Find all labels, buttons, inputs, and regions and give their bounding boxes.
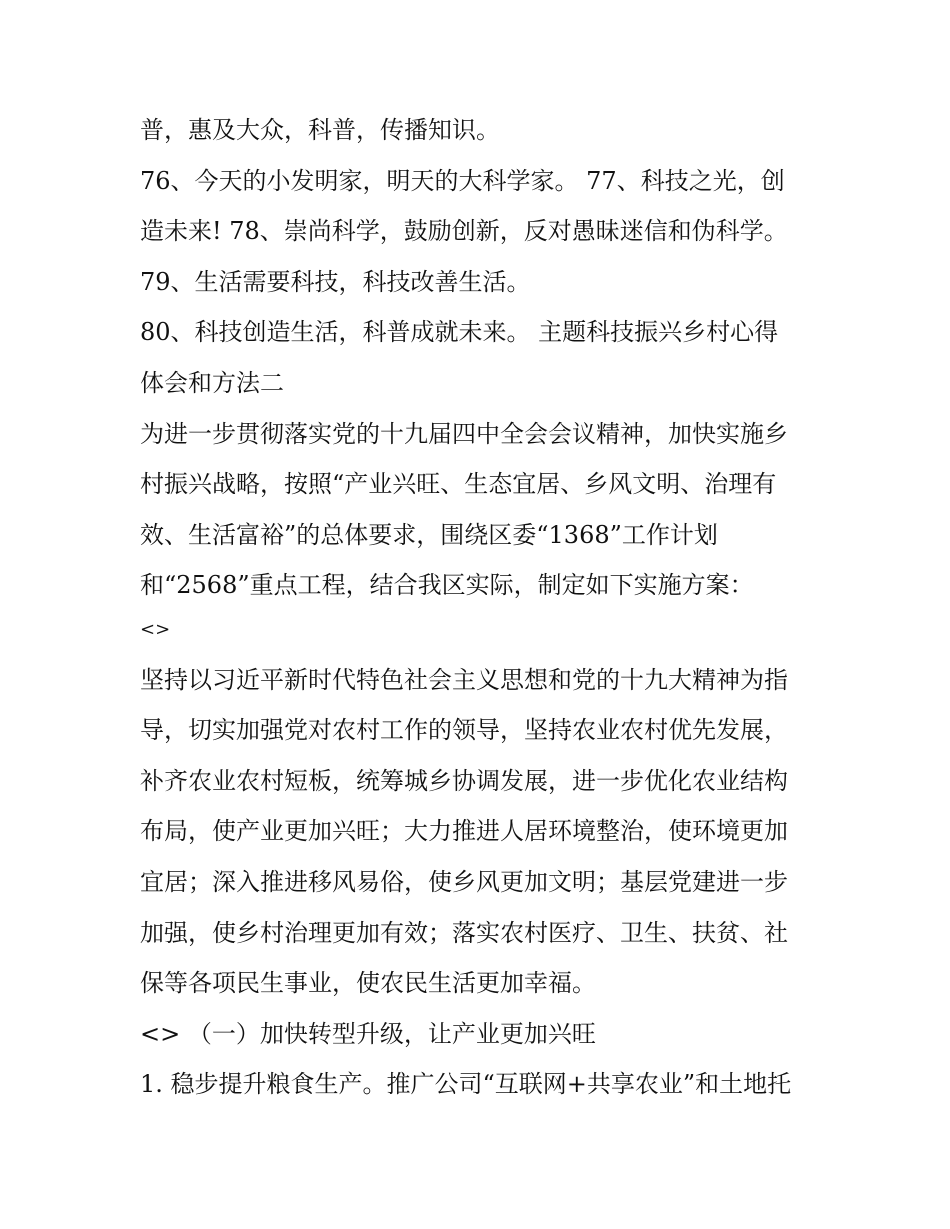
text-line: 坚持以习近平新时代特色社会主义思想和党的十九大精神为指: [140, 666, 788, 694]
section-heading: <> （一）加快转型升级，让产业更加兴旺: [140, 1020, 596, 1048]
text-line: 为进一步贯彻落实党的十九届四中全会会议精神，加快实施乡: [140, 420, 788, 448]
text-line: 1. 稳步提升粮食生产。推广公司“互联网+共享农业”和土地托: [140, 1070, 792, 1098]
text-line: 布局，使产业更加兴旺；大力推进人居环境整治，使环境更加: [140, 817, 788, 845]
text-line: 80、科技创造生活，科普成就未来。 主题科技振兴乡村心得: [140, 318, 779, 346]
text-line: 导，切实加强党对农村工作的领导，坚持农业农村优先发展，: [140, 716, 788, 744]
text-line: 76、今天的小发明家，明天的大科学家。 77、科技之光，创: [140, 167, 785, 195]
text-line: 79、生活需要科技，科技改善生活。: [140, 268, 531, 296]
text-line: 村振兴战略，按照“产业兴旺、生态宜居、乡风文明、治理有: [140, 470, 777, 498]
text-line: 体会和方法二: [140, 369, 284, 397]
text-line: 普，惠及大众，科普，传播知识。: [140, 116, 500, 144]
text-line: 宜居；深入推进移风易俗，使乡风更加文明；基层党建进一步: [140, 868, 788, 896]
text-line: 造未来! 78、崇尚科学，鼓励创新，反对愚昧迷信和伪科学。: [140, 217, 788, 245]
text-line: 保等各项民生事业，使农民生活更加幸福。: [140, 969, 596, 997]
text-line: 加强，使乡村治理更加有效；落实农村医疗、卫生、扶贫、社: [140, 919, 788, 947]
text-line: 效、生活富裕”的总体要求，围绕区委“1368”工作计划: [140, 521, 718, 549]
text-line: 补齐农业农村短板，统筹城乡协调发展，进一步优化农业结构: [140, 767, 788, 795]
placeholder-marker: <>: [140, 619, 171, 640]
text-line: 和“2568”重点工程，结合我区实际，制定如下实施方案：: [140, 571, 754, 599]
